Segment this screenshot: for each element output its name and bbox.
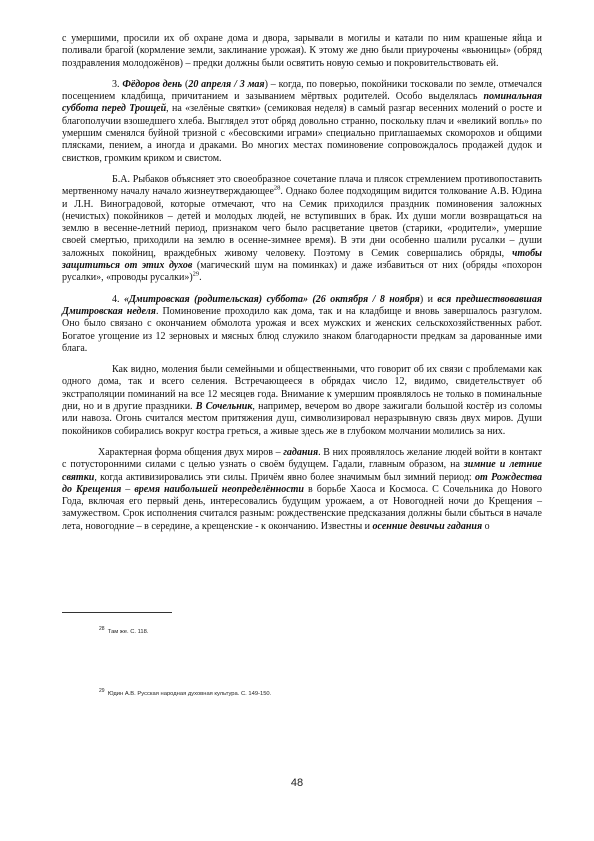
paragraph-1 xyxy=(62,33,542,70)
term-dmitrov-saturday: «Дмитровская (родительская) суббота» (26 октября / 8 ноября xyxy=(123,293,420,305)
text-run: . В них проявлялось желание людей войти в контакт с потусторонними силами с целью узнать о своём будущем. Гадали, главным образом, на xyxy=(62,446,542,471)
term-winter-summer-svyatki: зимние и летние святки xyxy=(62,459,542,483)
date-fedorov-day: 20 апреля / 3 мая xyxy=(188,78,265,90)
term-christmas-to-epiphany: от Рождества до Крещения xyxy=(62,471,542,495)
list-number-4: 4. xyxy=(112,293,124,305)
paragraph-rybakov xyxy=(62,174,542,285)
document-body xyxy=(62,33,542,533)
footnote-separator xyxy=(62,612,172,613)
text-run: ) и xyxy=(419,293,438,305)
footnote-number: 28 xyxy=(99,626,105,633)
footnote-number: 29 xyxy=(99,688,105,695)
list-number-3: 3. xyxy=(112,78,123,90)
term-protect-from-spirits: чтобы защититься от этих духов xyxy=(62,247,542,272)
text-run: Б.А. Рыбаков объясняет это своеобразное сочетание плача и плясок стремлением противопоставить мертвенному началу начало жизнеутверждающее xyxy=(62,173,542,198)
paragraph-divination xyxy=(62,447,542,533)
text-run: в борьбе Хаоса и Космоса. С Сочельника до Нового Года, включая его первый день, интересовались будущим урожаем, а от Новогодней ночи до Крещения – замужеством. Срок исполнения считался разным: рождественские предсказания должны были сбыться в начале лета, новогодние – в середине, а крещенские - к окончанию. Известны и xyxy=(62,483,542,532)
text-run: о xyxy=(482,520,490,532)
footnote-29 xyxy=(99,688,272,697)
paragraph-family-prayers xyxy=(62,364,542,438)
footnote-ref-28[interactable]: 28 xyxy=(273,184,281,192)
text-run: Как видно, моления были семейными и общественными, что говорит об их связи с проблемами как одного дома, так и всего селения. Встречающееся в обрядах число 12, видимо, свидетельствует об экстраполяции поминаний на все 12 месяцев года. Внимание к умершим проявлялось не только в поминальные дни, но и в другие праздники. xyxy=(62,364,542,413)
text-run: ( xyxy=(182,78,189,90)
text-run: ) – когда, по поверью, покойники тосковали по земле, отмечался посещением кладбища, причитанием и зазыванием мёртвых родителей. Особо выделялась xyxy=(62,78,542,103)
paragraph-1-text: с умершими, просили их об охране дома и двора, зарывали в могилы и катали по ним крашеные яйца и поливали брагой (кормление земли, заклинание урожая). К этому же дню были приурочены «вьюницы» (обряд поздравления молодожёнов) – предки должны были освятить новую семью и покровительствовать ей. xyxy=(62,33,542,69)
text-run: . Поминовение проходило как дома, так и на кладбище и вновь завершалось разгулом. Оно было связано с окончанием обмолота урожая и всех мужских и женских сельскохозяйственных работ. Богатое угощение из 12 зерновых и мясных блюд служило знаком благодарности предкам за дарованные ими блага. xyxy=(62,305,542,354)
footnote-text: Там же. С. 118. xyxy=(107,629,149,635)
footnote-28 xyxy=(99,626,149,635)
footnote-text: Юдин А.В. Русская народная духовная культура. С. 149-150. xyxy=(107,691,272,697)
term-christmas-eve: В Сочельник xyxy=(195,401,253,413)
text-run: , когда активизировались эти силы. Причём явно более значимым был зимний период: xyxy=(94,471,475,483)
text-run: , например, вечером во дворе зажигали большой костёр из соломы или навоза. Огонь считался местом притяжения душ, символизировал неразрывную связь двух миров. Души покойников собирались вокруг костра греться, а живые здесь же в глубоком молчании молились за них. xyxy=(62,401,542,437)
paragraph-dmitrov-saturday xyxy=(62,294,542,355)
page-number: 48 xyxy=(290,777,304,789)
term-dmitrov-week: вся предшествовавшая Дмитровская неделя xyxy=(62,293,542,317)
text-run: , на «зелёные святки» (семиковая неделя) в самый разгар весенних молений о росте и благополучии взошедшего хлеба. Выглядел этот обряд довольно странно, поскольку плач и «великий вопль» по умершим сменялся буйной тризной с «бесовскими играми» специально приглашаемых скоморохов и общими плясками, пением, а иногда и драками. Во многих местах поминовение сопровождалось продажей дудок и свистков, громким криком и свистом. xyxy=(62,103,542,164)
paragraph-fedorov-day xyxy=(62,79,542,165)
text-run: (магический шум на поминках) и даже избавиться от них (обряды «похорон русалки», «проводы русалки») xyxy=(62,260,542,284)
term-autumn-divination: осенние девичьи гадания xyxy=(372,520,483,532)
term-divination: гадания xyxy=(283,446,319,458)
text-run: . xyxy=(199,272,202,284)
term-fedorov-day: Фёдоров день xyxy=(122,78,183,90)
text-run: – xyxy=(121,483,135,495)
term-greatest-uncertainty: время наибольшей неопределённости xyxy=(134,483,304,495)
footnote-ref-29[interactable]: 29 xyxy=(192,271,200,279)
text-run: Характерная форма общения двух миров – xyxy=(98,446,284,458)
term-memorial-saturday: поминальная суббота перед Троицей xyxy=(62,91,542,115)
text-run: . Однако более подходящим видится толкование А.В. Юдина и Л.Н. Виноградовой, которые отмечают, что на Семик приходился праздник поминовения заложных (нечистых) покойников – детей и молодых людей, не вступивших в брак. Их души могли возвращаться на землю в весенне-летний период, признаком чего было расцветание цветов (старики, «родители», умершие своей смертью, приходили на землю в осенне-зимнее время). В эти дни особенно шалили русалки – души заложных покойниц, враждебных живому человеку. Поэтому в Семик совершались обряды, xyxy=(62,186,542,259)
